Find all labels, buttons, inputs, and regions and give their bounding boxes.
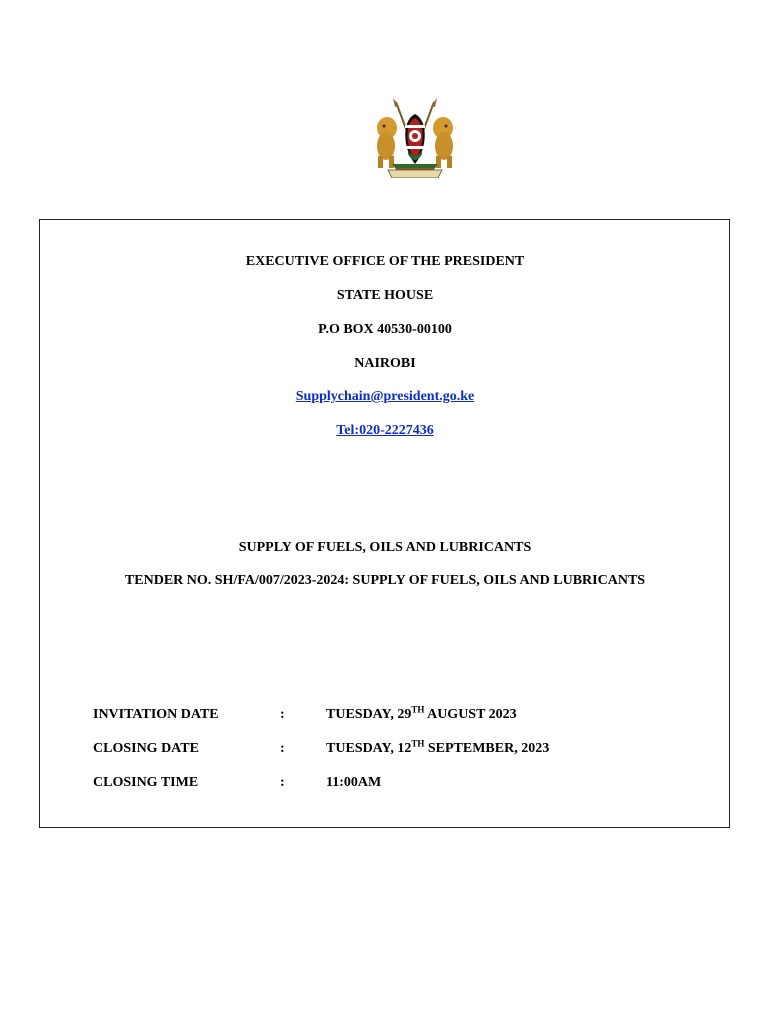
city-name: NAIROBI [354,356,416,371]
building-name: STATE HOUSE [336,288,434,303]
closing-date-suffix: SEPTEMBER, 2023 [424,741,550,756]
coat-of-arms-icon [372,98,458,178]
closing-date-label: CLOSING DATE [93,741,199,756]
invitation-date-separator: : [280,707,285,722]
tender-reference: TENDER NO. SH/FA/007/2023-2024: SUPPLY OF FUELS, OILS AND LUBRICANTS [124,573,646,588]
closing-time-label: CLOSING TIME [93,775,199,790]
tender-subject: SUPPLY OF FUELS, OILS AND LUBRICANTS [238,540,532,555]
closing-date-value [326,738,550,757]
postal-address: P.O BOX 40530-00100 [318,322,452,337]
closing-date-ordinal: TH [411,738,425,749]
coat-of-arms-emblem [372,98,458,178]
invitation-date-suffix: AUGUST 2023 [424,707,517,722]
invitation-date-label: INVITATION DATE [93,707,219,722]
document-frame [39,219,730,828]
closing-time-prefix: 11:00AM [326,775,382,790]
tel-line [0,423,770,439]
email-line [0,389,770,405]
email-link[interactable]: Supplychain@president.go.ke [295,389,475,404]
closing-time-value [326,775,381,791]
tel-link[interactable]: Tel:020-2227436 [336,423,434,438]
invitation-date-ordinal: TH [411,704,425,715]
office-title: EXECUTIVE OFFICE OF THE PRESIDENT [245,254,525,269]
closing-date-prefix: TUESDAY, 12 [326,741,412,756]
invitation-date-value [326,704,517,723]
invitation-date-prefix: TUESDAY, 29 [326,707,412,722]
closing-date-separator: : [280,741,285,756]
closing-time-separator: : [280,775,285,790]
